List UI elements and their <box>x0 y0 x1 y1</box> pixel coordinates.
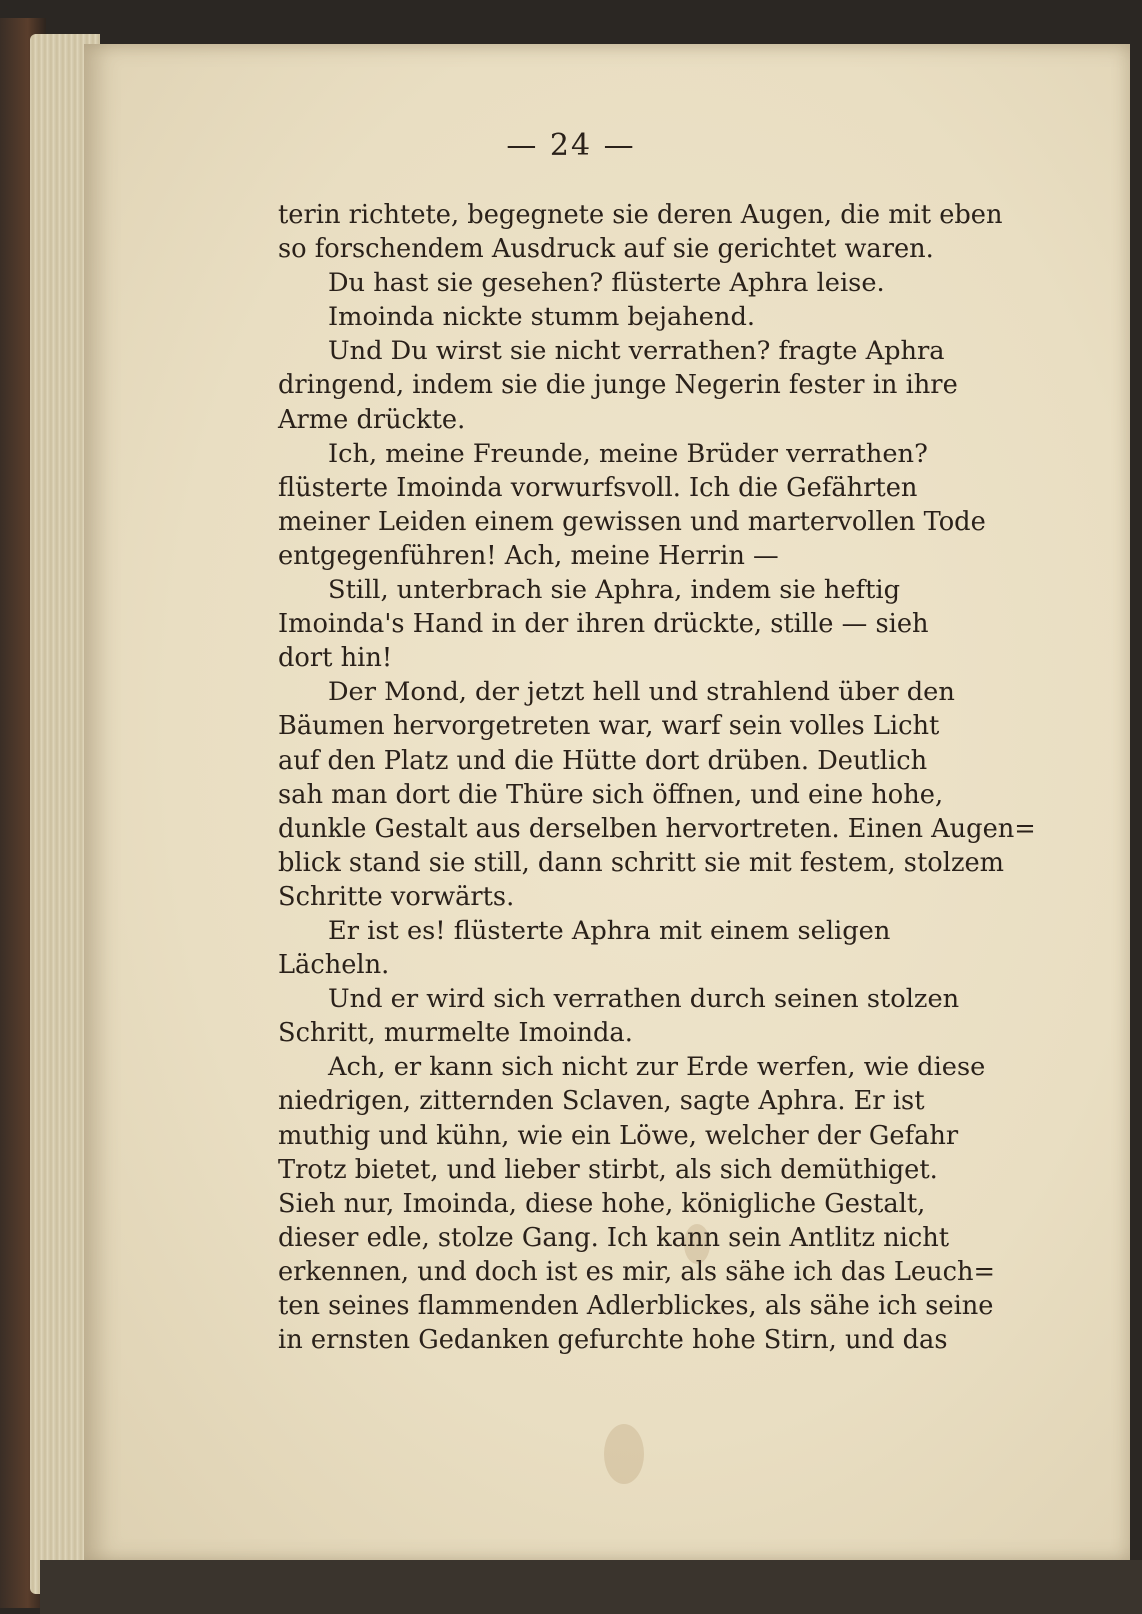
text-line: Sieh nur, Imoinda, diese hohe, königliche Gestalt, <box>278 1188 926 1219</box>
text-line: dringend, indem sie die junge Negerin fester in ihre <box>278 370 958 401</box>
text-line: Bäumen hervorgetreten war, warf sein volles Licht <box>278 711 940 742</box>
text-line: dort hin! <box>278 643 393 674</box>
text-line: Er ist es! flüsterte Aphra mit einem seligen <box>328 915 891 946</box>
text-line: Lächeln. <box>278 950 390 981</box>
text-line: erkennen, und doch ist es mir, als sähe ich das Leuch= <box>278 1256 995 1287</box>
page-text <box>278 198 1068 1357</box>
text-line: sah man dort die Thüre sich öffnen, und eine hohe, <box>278 779 944 810</box>
text-line: ten seines flammenden Adlerblickes, als sähe ich seine <box>278 1291 994 1321</box>
text-line: auf den Platz und die Hütte dort drüben. Deutlich <box>278 745 928 776</box>
text-line: Schritte vorwärts. <box>278 881 515 912</box>
book-binding-bottom <box>40 1560 1142 1614</box>
text-line: Und er wird sich verrathen durch seinen stolzen <box>328 984 960 1015</box>
text-line: blick stand sie still, dann schritt sie mit festem, stolzem <box>278 847 1004 878</box>
text-line: Arme drückte. <box>278 404 466 435</box>
text-line: Still, unterbrach sie Aphra, indem sie heftig <box>328 575 901 606</box>
text-line: flüsterte Imoinda vorwurfsvoll. Ich die Gefährten <box>278 472 918 503</box>
text-line: in ernsten Gedanken gefurchte hohe Stirn, und das <box>278 1325 948 1356</box>
text-line: Ach, er kann sich nicht zur Erde werfen, wie diese <box>328 1052 986 1083</box>
text-line: Imoinda nickte stumm bejahend. <box>328 302 756 333</box>
text-line: Und Du wirst sie nicht verrathen? fragte Aphra <box>328 336 945 367</box>
text-line: so forschendem Ausdruck auf sie gerichtet waren. <box>278 234 934 265</box>
text-line: Ich, meine Freunde, meine Brüder verrathen? <box>328 438 928 469</box>
text-line: Schritt, murmelte Imoinda. <box>278 1018 633 1049</box>
text-line: meiner Leiden einem gewissen und martervollen Tode <box>278 506 986 537</box>
text-line: muthig und kühn, wie ein Löwe, welcher der Gefahr <box>278 1120 959 1151</box>
text-line: dunkle Gestalt aus derselben hervortreten. Einen Augen= <box>278 813 1036 844</box>
text-line: Trotz bietet, und lieber stirbt, als sich demüthiget. <box>278 1154 938 1185</box>
paper-stain <box>604 1424 644 1484</box>
text-line: entgegenführen! Ach, meine Herrin — <box>278 540 779 571</box>
text-line: Imoinda's Hand in der ihren drückte, stille — sieh <box>278 609 929 640</box>
text-line: Du hast sie gesehen? flüsterte Aphra leise. <box>328 268 885 299</box>
text-line: dieser edle, stolze Gang. Ich kann sein Antlitz nicht <box>278 1222 950 1253</box>
page-number: — 24 — <box>506 128 636 163</box>
text-line: terin richtete, begegnete sie deren Augen, die mit eben <box>278 200 1003 230</box>
text-line: Der Mond, der jetzt hell und strahlend über den <box>328 677 955 708</box>
text-line: niedrigen, zitternden Sclaven, sagte Aphra. Er ist <box>278 1086 925 1117</box>
